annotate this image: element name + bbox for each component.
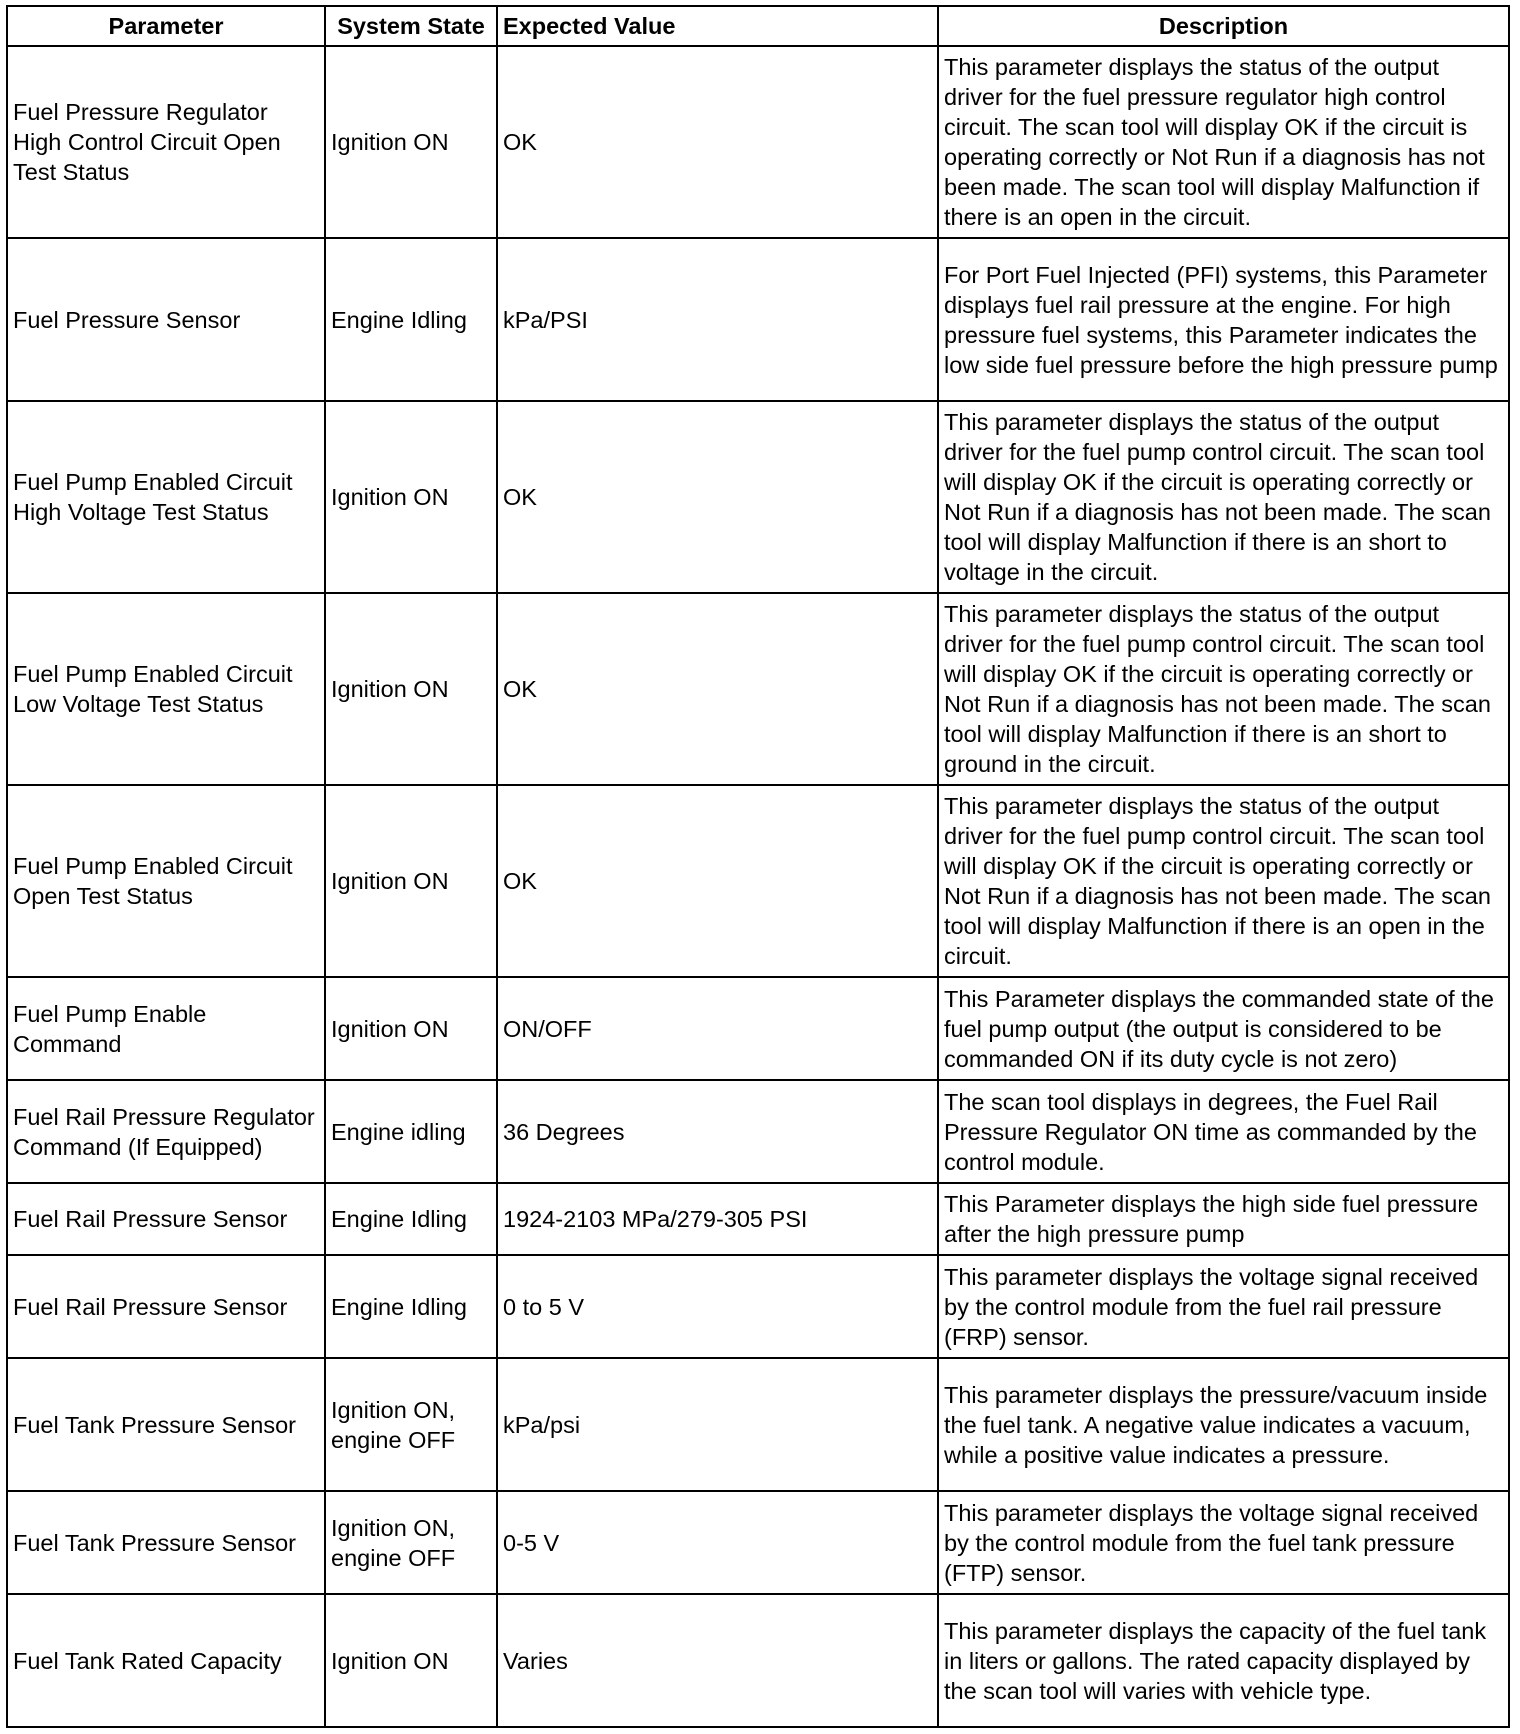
cell-expected-value: OK (497, 46, 938, 238)
table-row (7, 1491, 1509, 1594)
header-expected-value: Expected Value (497, 6, 938, 46)
table-row (7, 593, 1509, 785)
cell-system-state: Engine Idling (325, 1183, 497, 1255)
cell-expected-value: 0-5 V (497, 1491, 938, 1594)
cell-description: This parameter displays the status of the output driver for the fuel pump control circuit. The scan tool will display OK if the circuit is operating correctly or Not Run if a diagnosis has not been made. The scan tool will display Malfunction if there is an short to ground in the circuit. (938, 593, 1509, 785)
cell-expected-value: kPa/psi (497, 1358, 938, 1491)
table-row (7, 785, 1509, 977)
cell-expected-value: OK (497, 785, 938, 977)
cell-system-state: Ignition ON (325, 46, 497, 238)
cell-system-state: Ignition ON, engine OFF (325, 1491, 497, 1594)
table-row (7, 1594, 1509, 1727)
table-header-row (7, 6, 1509, 46)
cell-parameter: Fuel Tank Pressure Sensor (7, 1358, 325, 1491)
cell-expected-value: OK (497, 401, 938, 593)
cell-expected-value: kPa/PSI (497, 238, 938, 401)
cell-parameter: Fuel Pressure Regulator High Control Circuit Open Test Status (7, 46, 325, 238)
cell-parameter: Fuel Rail Pressure Sensor (7, 1255, 325, 1358)
table-row (7, 1080, 1509, 1183)
cell-description: For Port Fuel Injected (PFI) systems, this Parameter displays fuel rail pressure at the engine. For high pressure fuel systems, this Parameter indicates the low side fuel pressure before the high pressure pump (938, 238, 1509, 401)
cell-description: This parameter displays the voltage signal received by the control module from the fuel rail pressure (FRP) sensor. (938, 1255, 1509, 1358)
cell-system-state: Ignition ON (325, 1594, 497, 1727)
cell-description: This parameter displays the pressure/vacuum inside the fuel tank. A negative value indicates a vacuum, while a positive value indicates a pressure. (938, 1358, 1509, 1491)
cell-parameter: Fuel Pump Enabled Circuit Low Voltage Test Status (7, 593, 325, 785)
cell-parameter: Fuel Tank Pressure Sensor (7, 1491, 325, 1594)
table-row (7, 1358, 1509, 1491)
cell-system-state: Engine Idling (325, 238, 497, 401)
cell-system-state: Ignition ON, engine OFF (325, 1358, 497, 1491)
header-system-state: System State (325, 6, 497, 46)
cell-description: This Parameter displays the commanded state of the fuel pump output (the output is considered to be commanded ON if its duty cycle is not zero) (938, 977, 1509, 1080)
header-description: Description (938, 6, 1509, 46)
cell-description: This Parameter displays the high side fuel pressure after the high pressure pump (938, 1183, 1509, 1255)
cell-system-state: Engine idling (325, 1080, 497, 1183)
cell-parameter: Fuel Pump Enabled Circuit High Voltage Test Status (7, 401, 325, 593)
cell-description: This parameter displays the status of the output driver for the fuel pressure regulator high control circuit. The scan tool will display OK if the circuit is operating correctly or Not Run if a diagnosis has not been made. The scan tool will display Malfunction if there is an open in the circuit. (938, 46, 1509, 238)
cell-expected-value: Varies (497, 1594, 938, 1727)
cell-system-state: Ignition ON (325, 785, 497, 977)
table-row (7, 1255, 1509, 1358)
cell-expected-value: ON/OFF (497, 977, 938, 1080)
table-row (7, 977, 1509, 1080)
cell-system-state: Ignition ON (325, 977, 497, 1080)
cell-system-state: Ignition ON (325, 593, 497, 785)
table-row (7, 238, 1509, 401)
cell-description: This parameter displays the status of the output driver for the fuel pump control circuit. The scan tool will display OK if the circuit is operating correctly or Not Run if a diagnosis has not been made. The scan tool will display Malfunction if there is an open in the circuit. (938, 785, 1509, 977)
cell-parameter: Fuel Tank Rated Capacity (7, 1594, 325, 1727)
cell-parameter: Fuel Pump Enable Command (7, 977, 325, 1080)
cell-expected-value: 36 Degrees (497, 1080, 938, 1183)
cell-parameter: Fuel Rail Pressure Regulator Command (If Equipped) (7, 1080, 325, 1183)
table-row (7, 1183, 1509, 1255)
cell-system-state: Ignition ON (325, 401, 497, 593)
cell-system-state: Engine Idling (325, 1255, 497, 1358)
scan-tool-parameter-table (6, 5, 1510, 1728)
cell-parameter: Fuel Rail Pressure Sensor (7, 1183, 325, 1255)
table-row (7, 46, 1509, 238)
cell-description: This parameter displays the voltage signal received by the control module from the fuel tank pressure (FTP) sensor. (938, 1491, 1509, 1594)
table-row (7, 401, 1509, 593)
cell-description: The scan tool displays in degrees, the Fuel Rail Pressure Regulator ON time as commanded by the control module. (938, 1080, 1509, 1183)
cell-parameter: Fuel Pressure Sensor (7, 238, 325, 401)
cell-description: This parameter displays the status of the output driver for the fuel pump control circuit. The scan tool will display OK if the circuit is operating correctly or Not Run if a diagnosis has not been made. The scan tool will display Malfunction if there is an short to voltage in the circuit. (938, 401, 1509, 593)
cell-expected-value: 1924-2103 MPa/279-305 PSI (497, 1183, 938, 1255)
cell-expected-value: OK (497, 593, 938, 785)
cell-parameter: Fuel Pump Enabled Circuit Open Test Status (7, 785, 325, 977)
cell-expected-value: 0 to 5 V (497, 1255, 938, 1358)
cell-description: This parameter displays the capacity of the fuel tank in liters or gallons. The rated capacity displayed by the scan tool will varies with vehicle type. (938, 1594, 1509, 1727)
header-parameter: Parameter (7, 6, 325, 46)
